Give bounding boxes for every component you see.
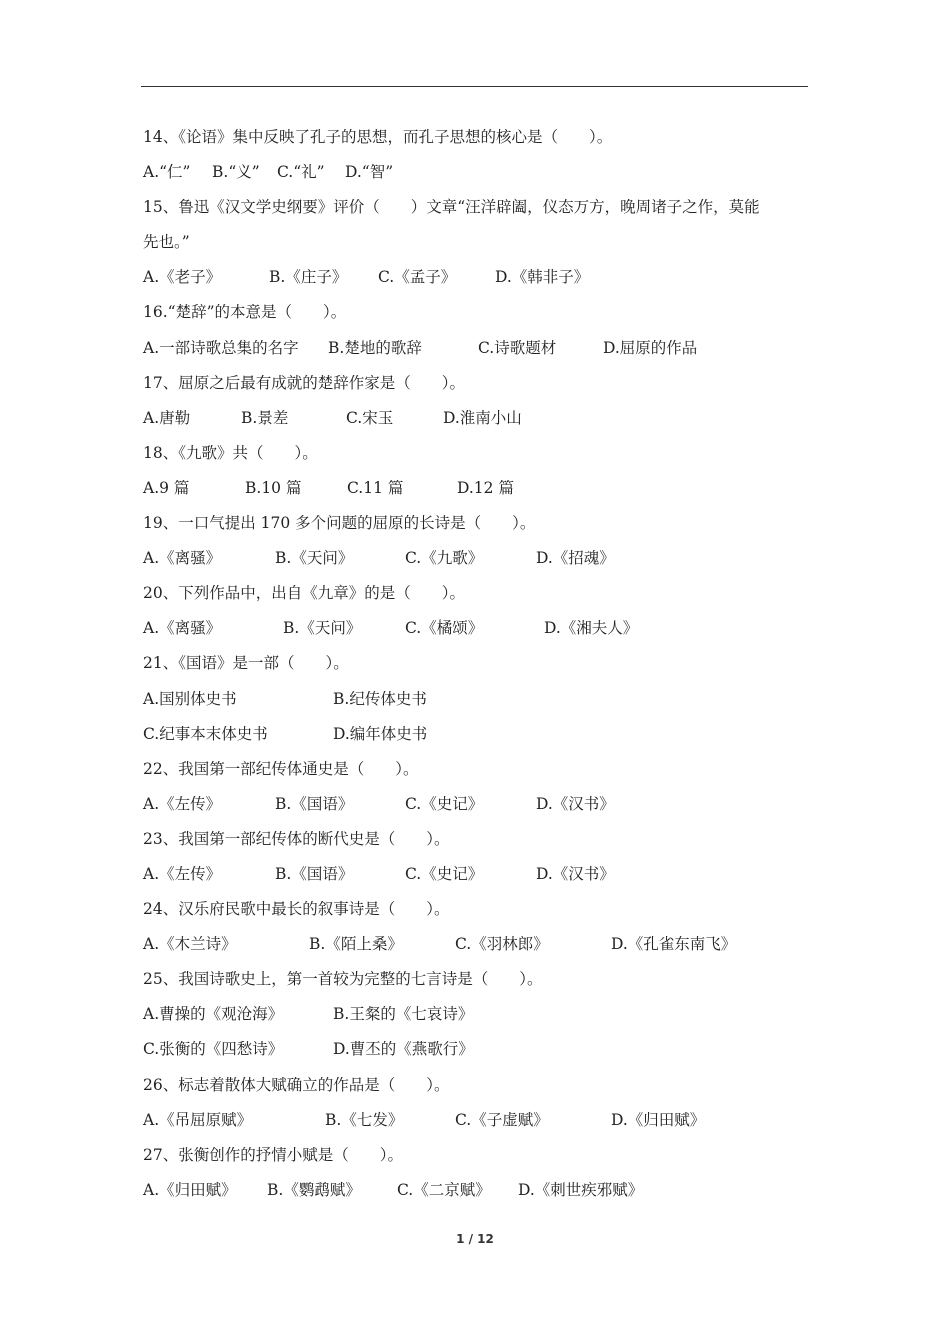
answer-option: A.《左传》 xyxy=(143,794,222,813)
question-text: 17、屈原之后最有成就的楚辞作家是（ ）。 xyxy=(143,373,465,392)
answer-option: A.《老子》 xyxy=(143,268,222,287)
answer-option: A.曹操的《观沧海》 xyxy=(143,1005,284,1024)
answer-option: B.“义” xyxy=(212,163,260,182)
answer-option: B.《七发》 xyxy=(325,1110,404,1129)
answer-option: B.《庄子》 xyxy=(269,268,348,287)
answer-option: B.《鹦鹉赋》 xyxy=(267,1180,361,1199)
answer-option: C.纪事本末体史书 xyxy=(143,724,268,743)
answer-option: D.“智” xyxy=(345,163,394,182)
page-number: 1 / 12 xyxy=(456,1232,494,1246)
answer-option: C.宋玉 xyxy=(346,408,394,427)
answer-option: D.《孔雀东南飞》 xyxy=(611,935,737,954)
answer-option: C.《二京赋》 xyxy=(397,1180,491,1199)
answer-option: D.12 篇 xyxy=(457,478,514,497)
question-text: 23、我国第一部纪传体的断代史是（ ）。 xyxy=(143,829,450,848)
options-row xyxy=(143,541,811,576)
answer-option: B.王粲的《七哀诗》 xyxy=(333,1005,474,1024)
question-text: 27、张衡创作的抒情小赋是（ ）。 xyxy=(143,1145,403,1164)
options-row xyxy=(143,927,811,962)
options-row xyxy=(143,1173,811,1208)
question-text: 19、一口气提出 170 多个问题的屈原的长诗是（ ）。 xyxy=(143,514,536,533)
answer-option: A.一部诗歌总集的名字 xyxy=(143,338,299,357)
answer-option: D.《招魂》 xyxy=(536,549,615,568)
answer-option: D.淮南小山 xyxy=(443,408,522,427)
answer-option: B.《国语》 xyxy=(275,864,354,883)
options-row xyxy=(143,857,811,892)
question-list xyxy=(143,120,811,1208)
answer-option: B.《天问》 xyxy=(283,619,362,638)
answer-option: A.9 篇 xyxy=(143,478,190,497)
answer-option: C.张衡的《四愁诗》 xyxy=(143,1040,284,1059)
options-row xyxy=(143,1032,811,1067)
answer-option: C.《史记》 xyxy=(405,864,484,883)
answer-option: C.《橘颂》 xyxy=(405,619,484,638)
answer-option: D.《刺世疾邪赋》 xyxy=(518,1180,644,1199)
answer-option: C.《九歌》 xyxy=(405,549,484,568)
answer-option: C.11 篇 xyxy=(347,478,404,497)
answer-option: A.唐勒 xyxy=(143,408,191,427)
question-text: 15、鲁迅《汉文学史纲要》评价（ ）文章“汪洋辟阖，仪态万方，晚周诸子之作，莫能 xyxy=(143,198,760,217)
options-row xyxy=(143,471,811,506)
options-row xyxy=(143,787,811,822)
answer-option: D.《归田赋》 xyxy=(611,1110,706,1129)
answer-option: C.“礼” xyxy=(277,163,325,182)
answer-option: C.《子虚赋》 xyxy=(455,1110,549,1129)
question-text: 25、我国诗歌史上，第一首较为完整的七言诗是（ ）。 xyxy=(143,970,543,989)
answer-option: D.编年体史书 xyxy=(333,724,428,743)
answer-option: A.“仁” xyxy=(143,163,191,182)
options-row xyxy=(143,331,811,366)
answer-option: B.纪传体史书 xyxy=(333,689,427,708)
question-text: 22、我国第一部纪传体通史是（ ）。 xyxy=(143,759,419,778)
answer-option: C.《羽林郎》 xyxy=(455,935,549,954)
question-text: 20、下列作品中，出自《九章》的是（ ）。 xyxy=(143,584,465,603)
answer-option: A.《木兰诗》 xyxy=(143,935,237,954)
answer-option: D.屈原的作品 xyxy=(603,338,698,357)
question-text: 先也。” xyxy=(143,233,190,252)
answer-option: D.《汉书》 xyxy=(536,794,615,813)
options-row xyxy=(143,401,811,436)
answer-option: A.《左传》 xyxy=(143,864,222,883)
options-row xyxy=(143,1103,811,1138)
answer-option: D.《湘夫人》 xyxy=(544,619,639,638)
question-text: 18、《九歌》共（ ）。 xyxy=(143,443,318,462)
options-row xyxy=(143,260,811,295)
options-row xyxy=(143,717,811,752)
answer-option: B.楚地的歌辞 xyxy=(328,338,422,357)
answer-option: B.《天问》 xyxy=(275,549,354,568)
question-text: 14、《论语》集中反映了孔子的思想，而孔子思想的核心是（ ）。 xyxy=(143,128,613,146)
answer-option: B.《陌上桑》 xyxy=(309,935,403,954)
answer-option: A.《离骚》 xyxy=(143,549,222,568)
options-row xyxy=(143,997,811,1032)
answer-option: B.10 篇 xyxy=(245,478,302,497)
question-text: 26、标志着散体大赋确立的作品是（ ）。 xyxy=(143,1075,450,1094)
answer-option: C.《孟子》 xyxy=(378,268,457,287)
answer-option: C.诗歌题材 xyxy=(478,338,557,357)
header-rule xyxy=(141,86,808,87)
answer-option: A.国别体史书 xyxy=(143,689,237,708)
options-row xyxy=(143,155,811,190)
answer-option: A.《归田赋》 xyxy=(143,1180,237,1199)
question-text: 24、汉乐府民歌中最长的叙事诗是（ ）。 xyxy=(143,900,450,919)
answer-option: A.《离骚》 xyxy=(143,619,222,638)
answer-option: D.《韩非子》 xyxy=(495,268,590,287)
answer-option: B.《国语》 xyxy=(275,794,354,813)
question-text: 16.“楚辞”的本意是（ ）。 xyxy=(143,303,347,322)
answer-option: D.曹丕的《燕歌行》 xyxy=(333,1040,474,1059)
options-row xyxy=(143,611,811,646)
answer-option: D.《汉书》 xyxy=(536,864,615,883)
answer-option: A.《吊屈原赋》 xyxy=(143,1110,253,1129)
options-row xyxy=(143,682,811,717)
answer-option: C.《史记》 xyxy=(405,794,484,813)
answer-option: B.景差 xyxy=(241,408,289,427)
question-text: 21、《国语》是一部（ ）。 xyxy=(143,654,349,673)
